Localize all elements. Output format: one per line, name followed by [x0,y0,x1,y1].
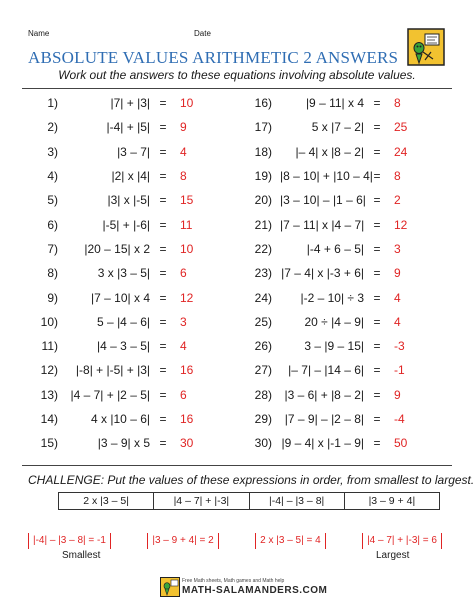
question-row [26,164,216,188]
question-number: 23) [254,266,272,281]
question-number: 6) [47,217,58,232]
question-expression: |-4 + 6 – 5| [306,241,364,256]
name-label: Name [28,29,50,38]
question-expression: |– 4| x |8 – 2| [295,144,364,159]
question-answer: 4 [394,290,401,305]
salamander-footer-icon [160,577,180,597]
equals-sign: = [373,412,381,427]
question-expression: |9 – 4| x |-1 – 9| [281,436,364,451]
question-answer: 10 [180,241,194,256]
equals-sign: = [159,96,167,111]
question-expression: |3 – 7| [117,144,150,159]
equals-sign: = [159,363,167,378]
question-number: 4) [47,169,58,184]
question-row [26,407,216,431]
question-expression: |-8| + |-5| + |3| [75,363,150,378]
question-answer: 50 [394,436,408,451]
bottom-divider [22,465,452,466]
question-expression: |3| x |-5| [107,193,150,208]
equals-sign: = [373,217,381,232]
equals-sign: = [159,144,167,159]
equals-sign: = [159,290,167,305]
question-row [240,358,430,382]
question-expression: 5 – |4 – 6| [97,314,150,329]
equals-sign: = [373,169,381,184]
question-expression: |2| x |4| [111,169,150,184]
equals-sign: = [373,387,381,402]
question-expression: 3 x |3 – 5| [97,266,150,281]
equals-sign: = [373,266,381,281]
question-number: 15) [40,436,58,451]
equals-sign: = [373,241,381,256]
question-answer: 11 [180,217,193,232]
question-answer: 9 [180,120,187,135]
question-row [26,285,216,309]
equals-sign: = [373,314,381,329]
question-row [26,334,216,358]
question-number: 16) [254,96,272,111]
question-number: 11) [41,339,58,354]
challenge-expression: |3 – 9 + 4| [368,495,416,507]
question-expression: |8 – 10| + |10 – 4| [280,169,373,184]
question-number: 7) [47,241,58,256]
question-answer: 3 [394,241,401,256]
question-row [26,310,216,334]
challenge-answer: |4 – 7| + |-3| = 6 [362,533,442,549]
challenge-expression: 2 x |3 – 5| [59,493,154,509]
question-answer: 4 [394,314,401,329]
equals-sign: = [373,193,381,208]
equals-sign: = [159,266,167,281]
equals-sign: = [373,96,381,111]
question-row [26,431,216,455]
question-row [240,285,430,309]
question-expression: |-2 – 10| ÷ 3 [300,290,364,305]
equals-sign: = [159,169,167,184]
salamander-logo-icon [407,28,445,66]
top-divider [22,88,452,89]
question-row [240,334,430,358]
question-number: 1) [47,96,58,111]
question-number: 27) [254,363,272,378]
question-number: 8) [47,266,58,281]
question-row [240,164,430,188]
question-answer: 3 [180,314,187,329]
question-number: 9) [47,290,58,305]
question-expression: |7 – 11| x |4 – 7| [280,217,365,232]
question-number: 24) [254,290,272,305]
footer-brand: MATH-SALAMANDERS.COM [182,585,328,596]
equals-sign: = [373,363,381,378]
question-number: 3) [47,144,58,159]
question-number: 22) [254,241,272,256]
question-expression: |3 – 10| – |1 – 6| [280,193,366,208]
question-row [26,115,216,139]
equals-sign: = [159,193,167,208]
question-answer: 4 [180,339,187,354]
question-number: 18) [254,144,272,159]
question-number: 14) [40,412,58,427]
question-number: 26) [254,339,272,354]
question-row [240,140,430,164]
question-number: 5) [47,193,58,208]
question-expression: |9 – 11| x 4 [305,96,364,111]
equals-sign: = [159,120,167,135]
question-row [26,261,216,285]
question-answer: 10 [180,96,194,111]
question-row [240,310,430,334]
question-answer: 4 [180,144,187,159]
question-answer: 6 [180,387,187,402]
question-row [26,213,216,237]
question-expression: 4 x |10 – 6| [91,412,150,427]
question-expression: |7 – 9| – |2 – 8| [284,412,364,427]
question-answer: -4 [394,412,405,427]
question-answer: 12 [394,217,408,232]
question-answer: 8 [180,169,187,184]
challenge-answer: |3 – 9 + 4| = 2 [147,533,218,549]
question-expression: |3 – 6| + |8 – 2| [284,387,364,402]
question-expression: |4 – 3 – 5| [97,339,150,354]
question-row [240,115,430,139]
equals-sign: = [373,339,381,354]
question-row [240,188,430,212]
largest-label: Largest [376,550,410,561]
question-expression: |– 7| – |14 – 6| [288,363,364,378]
equals-sign: = [159,339,167,354]
question-expression: |7 – 4| x |-3 + 6| [281,266,364,281]
question-answer: -1 [394,363,405,378]
question-answer: 9 [394,266,401,281]
question-answer: 25 [394,120,408,135]
equals-sign: = [373,144,381,159]
equals-sign: = [159,217,167,232]
question-expression: |7| + |3| [110,96,150,111]
question-number: 20) [254,193,272,208]
challenge-expression: |4 – 7| + |-3| [154,493,249,509]
question-row [240,237,430,261]
question-row [26,91,216,115]
date-label: Date [194,29,211,38]
question-expression: 3 – |9 – 15| [304,339,364,354]
question-expression: |-4| + |5| [106,120,150,135]
equals-sign: = [159,412,167,427]
footer-tagline: Free Math sheets, Math games and Math help [182,578,285,584]
question-expression: |-5| + |-6| [102,217,150,232]
question-row [240,383,430,407]
question-expression: 20 ÷ |4 – 9| [304,314,364,329]
equals-sign: = [159,436,167,451]
question-row [240,91,430,115]
question-row [240,431,430,455]
equals-sign: = [373,120,381,135]
question-answer: 12 [180,290,194,305]
challenge-expressions [58,492,440,510]
question-answer: -3 [394,339,405,354]
question-number: 10) [40,314,58,329]
question-answer: 8 [394,169,401,184]
question-answer: 30 [180,436,194,451]
question-number: 28) [254,387,272,402]
question-row [240,407,430,431]
question-number: 19) [254,169,272,184]
instructions: Work out the answers to these equations involving absolute values. [58,68,416,82]
question-answer: 16 [180,412,194,427]
question-expression: 5 x |7 – 2| [311,120,364,135]
question-number: 17) [254,120,272,135]
challenge-answer: |-4| – |3 – 8| = -1 [28,533,111,549]
question-row [240,213,430,237]
question-expression: |4 – 7| + |2 – 5| [70,387,150,402]
question-answer: 2 [394,193,401,208]
question-answer: 16 [180,363,194,378]
question-row [26,383,216,407]
smallest-label: Smallest [62,550,101,561]
question-row [26,188,216,212]
question-row [240,261,430,285]
question-answer: 9 [394,387,401,402]
question-answer: 24 [394,144,408,159]
question-answer: 15 [180,193,194,208]
challenge-text: CHALLENGE: Put the values of these expressions in order, from smallest to largest. [28,473,474,487]
question-expression: |3 – 9| x 5 [97,436,150,451]
question-answer: 6 [180,266,187,281]
question-expression: |20 – 15| x 2 [84,241,150,256]
question-number: 25) [254,314,272,329]
question-number: 30) [254,436,272,451]
equals-sign: = [159,314,167,329]
question-number: 21) [254,217,272,232]
page-title: ABSOLUTE VALUES ARITHMETIC 2 ANSWERS [28,48,399,67]
question-row [26,358,216,382]
question-number: 13) [40,387,58,402]
equals-sign: = [373,290,381,305]
challenge-answer: 2 x |3 – 5| = 4 [255,533,326,549]
question-number: 12) [40,363,58,378]
question-expression: |7 – 10| x 4 [91,290,150,305]
equals-sign: = [373,436,381,451]
question-number: 2) [47,120,58,135]
equals-sign: = [159,387,167,402]
equals-sign: = [159,241,167,256]
question-answer: 8 [394,96,401,111]
question-row [26,237,216,261]
challenge-expression: |-4| – |3 – 8| [250,493,345,509]
question-row [26,140,216,164]
challenge-answers [28,533,442,549]
question-number: 29) [254,412,272,427]
